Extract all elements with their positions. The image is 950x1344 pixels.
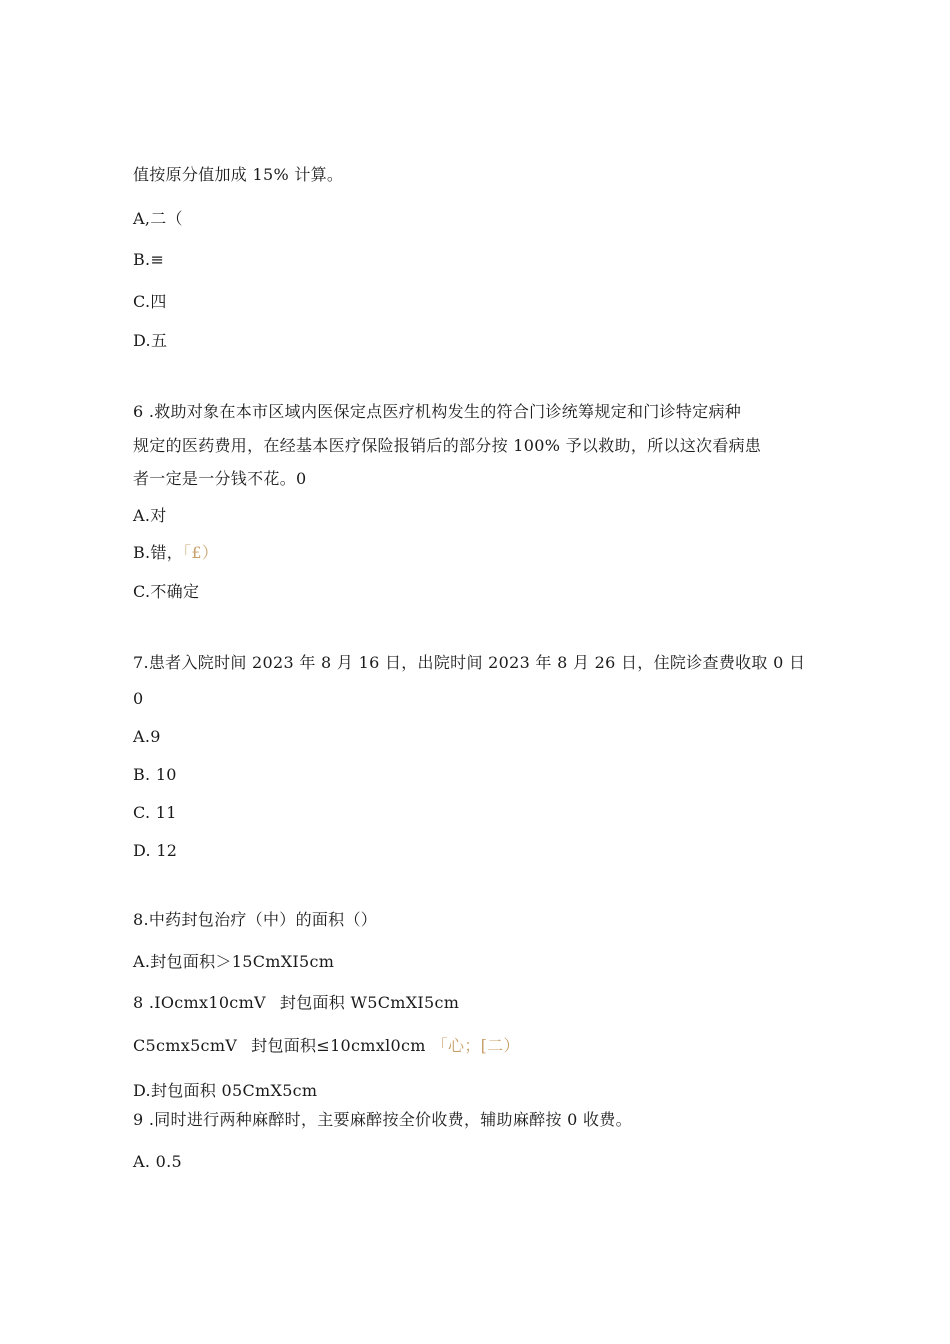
option-8-c-part-2: 封包面积≤10cmxl0cm [251, 1036, 426, 1055]
option-7-d: D. 12 [133, 841, 178, 860]
option-7-a: A.9 [133, 727, 161, 746]
question-6-line-1: 6 .救助对象在本市区域内医保定点医疗机构发生的符合门诊统筹规定和门诊特定病种 [133, 402, 742, 421]
option-6-c: C.不确定 [133, 582, 200, 601]
answer-mark-2: 「心；[二） [431, 1036, 520, 1055]
option-5-d: D.五 [133, 331, 168, 350]
question-9: 9 .同时进行两种麻醉时，主要麻醉按全价收费，辅助麻醉按 0 收费。 [133, 1110, 632, 1129]
option-9-a: A. 0.5 [133, 1152, 182, 1171]
option-5-c: C.四 [133, 292, 167, 311]
question-6-line-3: 者一定是一分钱不花。0 [133, 469, 307, 488]
question-8: 8.中药封包治疗（中）的面积（） [133, 910, 378, 929]
option-8-c-part-1: C5cmx5cmV [133, 1036, 238, 1055]
option-6-a: A.对 [133, 506, 167, 525]
option-6-b-text: B.错， [133, 543, 184, 562]
option-5-b: B.≡ [133, 250, 165, 269]
option-8-b-part-2: 封包面积 W5CmXI5cm [279, 993, 460, 1012]
answer-mark: 「£） [183, 543, 219, 562]
option-7-b: B. 10 [133, 765, 177, 784]
option-8-b-part-1: 8 .IOcmx10cmV [133, 993, 266, 1012]
option-7-c: C. 11 [133, 803, 177, 822]
option-8-d: D.封包面积 05CmX5cm [133, 1081, 318, 1100]
option-8-b [133, 993, 459, 1013]
question-6-line-2: 规定的医药费用，在经基本医疗保险报销后的部分按 100% 予以救助，所以这次看病患 [133, 436, 762, 455]
question-5-continuation: 值按原分值加成 15% 计算。 [133, 165, 344, 184]
question-7-line-2: 0 [133, 689, 144, 708]
option-8-c [133, 1036, 520, 1056]
option-5-a: A,二（ [133, 209, 183, 228]
question-7-line-1: 7.患者入院时间 2023 年 8 月 16 日，出院时间 2023 年 8 月 26 日，住院诊查费收取 0 日 [133, 653, 806, 672]
option-6-b [133, 543, 218, 563]
option-8-a: A.封包面积＞15CmXI5cm [133, 952, 335, 971]
